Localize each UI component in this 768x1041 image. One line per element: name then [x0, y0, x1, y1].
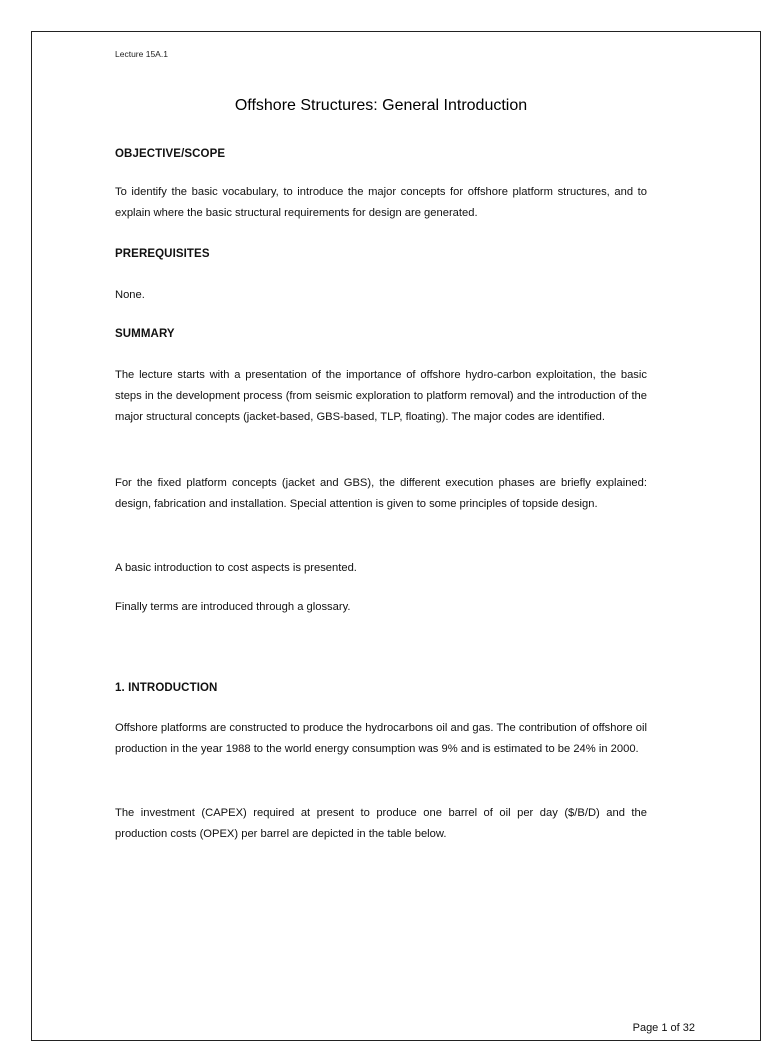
document-page: [31, 31, 761, 1041]
objective-text: To identify the basic vocabulary, to introduce the major concepts for offshore platform structures, and to explain where the basic structural requirements for design are generated.: [115, 186, 647, 219]
summary-paragraph: For the fixed platform concepts (jacket and GBS), the different execution phases are briefly explained: design, fabrication and installation. Special attention is given to some principles of topside design.: [115, 477, 647, 510]
summary-paragraph: Finally terms are introduced through a glossary.: [115, 601, 351, 613]
introduction-paragraph: The investment (CAPEX) required at present to produce one barrel of oil per day ($/B/D) and the production costs (OPEX) per barrel are depicted in the table below.: [115, 807, 647, 840]
prerequisites-heading: PREREQUISITES: [115, 248, 210, 260]
introduction-paragraph: Offshore platforms are constructed to produce the hydrocarbons oil and gas. The contribution of offshore oil production in the year 1988 to the world energy consumption was 9% and is estimated to be 24% in 2000.: [115, 722, 647, 755]
summary-paragraph: The lecture starts with a presentation of the importance of offshore hydro-carbon exploitation, the basic steps in the development process (from seismic exploration to platform removal) and the introduction of the major structural concepts (jacket-based, GBS-based, TLP, floating). The major codes are identified.: [115, 369, 647, 423]
introduction-heading: 1. INTRODUCTION: [115, 682, 218, 694]
prerequisites-text: None.: [115, 289, 145, 301]
document-title: Offshore Structures: General Introduction: [234, 97, 528, 114]
lecture-header: Lecture 15A.1: [115, 49, 168, 59]
objective-heading: OBJECTIVE/SCOPE: [115, 148, 226, 160]
page-number: Page 1 of 32: [632, 1022, 695, 1034]
summary-paragraph: A basic introduction to cost aspects is presented.: [115, 562, 357, 574]
summary-heading: SUMMARY: [115, 328, 175, 340]
